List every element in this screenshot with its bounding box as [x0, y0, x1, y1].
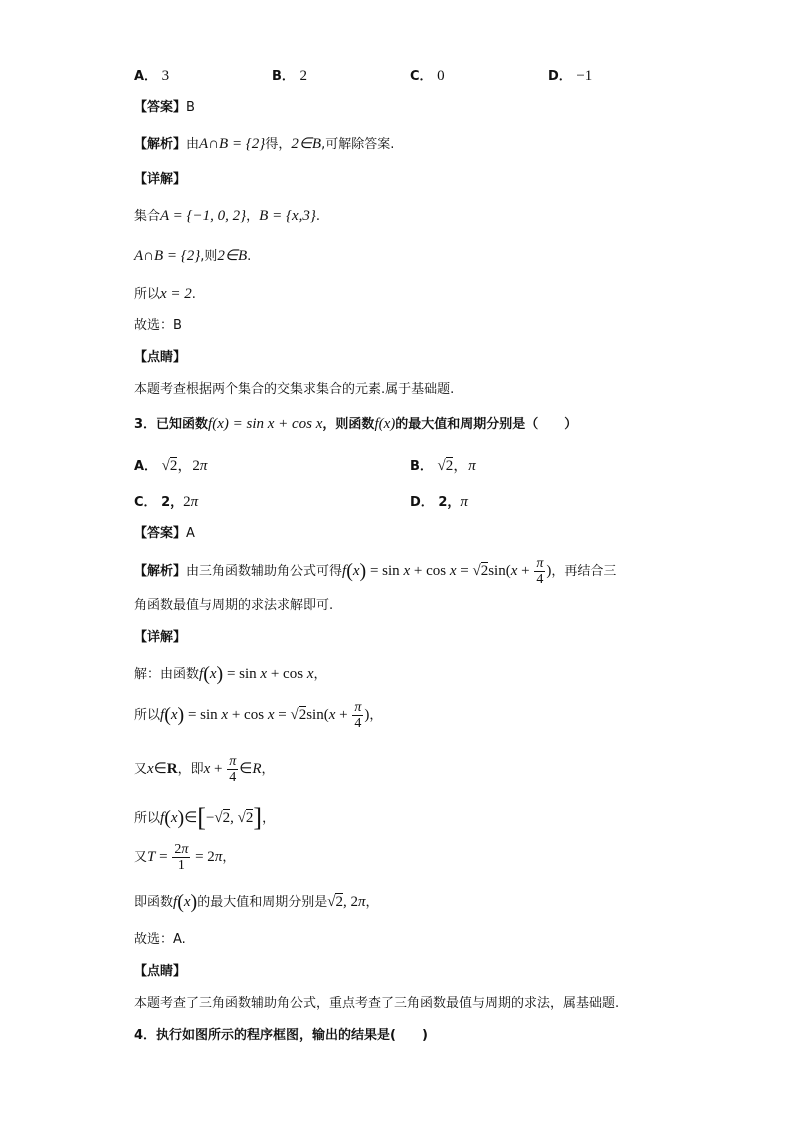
- q3-conclusion: 故选：A.: [134, 932, 186, 947]
- q2-comment: 本题考查根据两个集合的交集求集合的元素.属于基础题.: [134, 382, 455, 397]
- q3-option-a: A． √2，2π: [134, 458, 208, 474]
- q2-comment-heading: 【点睛】: [134, 350, 187, 365]
- q2-option-a: A． 3: [134, 68, 170, 84]
- q3-detail-heading: 【详解】: [134, 630, 187, 645]
- q3-detail-line-4: 所以f(x)∈[−√2, √2]，: [134, 803, 276, 832]
- q3-detail-line-2: 所以f(x) = sin x + cos x = √2sin(x + $\frac{\pi}{4}$ )，: [134, 700, 383, 731]
- q3-option-b: B． √2，π: [410, 458, 476, 474]
- q2-answer: 【答案】B: [134, 100, 195, 115]
- q2-analysis: 【解析】由A∩B = {2}得，2∈B,可解除答案.: [134, 136, 395, 152]
- q2-detail-heading: 【详解】: [134, 172, 187, 187]
- q2-detail-line-3: 所以x = 2.: [134, 286, 196, 302]
- q3-detail-line-6: 即函数f(x)的最大值和周期分别是√2, 2π，: [134, 891, 379, 913]
- q3-option-d: D． 2，π: [410, 494, 468, 510]
- q3-option-c: C． 2，2π: [134, 494, 199, 510]
- q4-stem: 4．执行如图所示的程序框图，输出的结果是( ): [134, 1028, 428, 1043]
- q3-answer: 【答案】A: [134, 526, 195, 541]
- q2-option-b: B． 2: [272, 68, 307, 84]
- q3-comment: 本题考查了三角函数辅助角公式，重点考查了三角函数最值与周期的求法，属基础题.: [134, 996, 620, 1011]
- q3-analysis: 【解析】由三角函数辅助角公式可得f(x) = sin x + cos x = √2sin(x + $\frac{\pi}{4}$ )，再结合三: [134, 556, 617, 587]
- q2-detail-line-2: A∩B = {2},则2∈B.: [134, 248, 252, 264]
- q3-comment-heading: 【点睛】: [134, 964, 187, 979]
- q2-option-d: D． −1: [548, 68, 593, 84]
- q2-option-c: C． 0: [410, 68, 445, 84]
- q2-conclusion: 故选：B: [134, 318, 182, 333]
- q3-detail-line-5: 又T = $\frac{2\pi}{1}$ = 2π，: [134, 842, 236, 873]
- q2-detail-line-1: 集合A = {−1, 0, 2}，B = {x,3}.: [134, 208, 321, 224]
- q3-analysis-line-2: 角函数最值与周期的求法求解即可.: [134, 598, 334, 613]
- q3-stem: 3．已知函数f(x) = sin x + cos x，则函数f(x)的最大值和周期分别是（ ）: [134, 416, 578, 432]
- q3-detail-line-1: 解：由函数f(x) = sin x + cos x，: [134, 663, 327, 685]
- q3-detail-line-3: 又x∈R，即x + $\frac{\pi}{4}$ ∈R，: [134, 754, 275, 785]
